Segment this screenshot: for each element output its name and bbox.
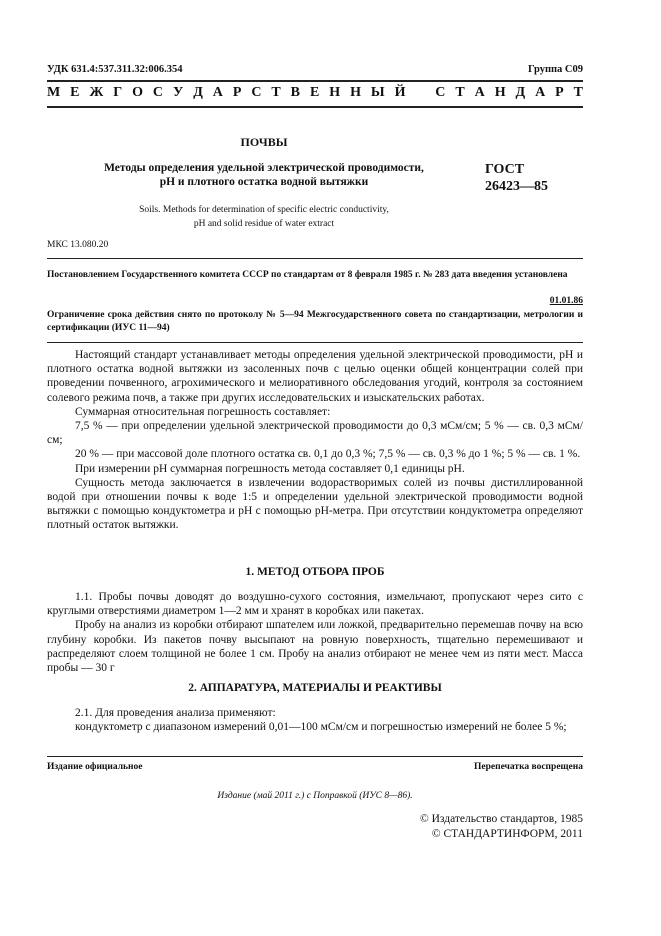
english-title-line: pH and solid residue of water extract bbox=[193, 219, 335, 229]
top-divider bbox=[47, 80, 583, 82]
heading-letter: С bbox=[152, 85, 164, 100]
heading-letter: Е bbox=[309, 85, 320, 100]
heading-letter: В bbox=[290, 85, 301, 100]
copyright-line: © Издательство стандартов, 1985 bbox=[419, 813, 583, 825]
udk-code: УДК 631.4:537.311.32:006.354 bbox=[47, 64, 183, 75]
heading-divider bbox=[47, 106, 583, 108]
heading-letter: А bbox=[212, 85, 223, 100]
group-code: Группа С09 bbox=[527, 64, 583, 75]
section-paragraph: Пробу на анализ из коробки отбирают шпателем или ложкой, предварительно перемешав почву на всю глубину коробки. Из пакетов почву высыпают на ровную поверхность, тщательно перемешивают и распределяют слоем толщиной не более 1 см. Пробу на анализ отбирают не менее чем из пяти мест. Масса пробы — 30 г bbox=[47, 619, 583, 675]
heading-letter: С bbox=[251, 85, 262, 100]
introduction-date: 01.01.86 bbox=[549, 296, 583, 306]
heading-letter: Ж bbox=[89, 85, 104, 100]
english-title-line: Soils. Methods for determination of specific electric conductivity, bbox=[139, 205, 389, 215]
heading-letter: Т bbox=[573, 85, 583, 100]
section-2-body bbox=[47, 706, 583, 734]
section-2-heading: 2. АППАРАТУРА, МАТЕРИАЛЫ И РЕАКТИВЫ bbox=[188, 682, 442, 694]
section-paragraph: 2.1. Для проведения анализа применяют: bbox=[75, 707, 276, 719]
intro-paragraph: При измерении pH суммарная погрешность метода составляет 0,1 единицы pH. bbox=[75, 462, 465, 475]
subtitle-line: pH и плотного остатка водной вытяжки bbox=[159, 176, 369, 188]
limitation-note: Ограничение срока действия снято по протоколу № 5—94 Межгосударственного совета по стандартизации, метрологии и сертификации (ИУС 11—94) bbox=[47, 310, 583, 333]
intro-paragraph: Суммарная относительная погрешность составляет: bbox=[75, 405, 331, 418]
reprint-prohibited-label: Перепечатка воспрещена bbox=[473, 762, 583, 772]
heading-letter: Г bbox=[113, 85, 123, 100]
heading-letter: Д bbox=[193, 85, 203, 100]
heading-letter: Е bbox=[70, 85, 80, 100]
gost-number bbox=[485, 161, 548, 195]
section-paragraph: 1.1. Пробы почвы доводят до воздушно-сухого состояния, измельчают, пропускают через сито с круглыми отверстиями диаметром 1—2 мм и хранят в коробках или пакетах. bbox=[47, 591, 583, 618]
heading-letter: Д bbox=[515, 85, 526, 100]
heading-letter: Н bbox=[494, 85, 506, 100]
heading-letter: У bbox=[172, 85, 184, 100]
heading-letter: Р bbox=[232, 85, 242, 100]
gost-label: ГОСТ bbox=[485, 162, 525, 177]
footer-divider bbox=[47, 756, 583, 757]
heading-letter: Ы bbox=[370, 85, 385, 100]
intro-section bbox=[47, 348, 583, 533]
heading-letter: А bbox=[535, 85, 546, 100]
mks-divider bbox=[47, 258, 583, 259]
official-edition-label: Издание официальное bbox=[47, 762, 143, 772]
edition-note: Издание (май 2011 г.) с Поправкой (ИУС 8—86). bbox=[217, 791, 413, 801]
heading-letter: С bbox=[435, 85, 446, 100]
document-title: ПОЧВЫ bbox=[240, 135, 288, 149]
heading-letter: Н bbox=[350, 85, 361, 100]
gost-code: 26423—85 bbox=[485, 179, 548, 194]
interstate-standard-heading bbox=[47, 85, 583, 101]
intro-paragraph: 20 % — при массовой доле плотного остатка св. 0,1 до 0,3 %; 7,5 % — св. 0,3 % до 1 %; 5 % — св. 1 %. bbox=[75, 448, 581, 461]
heading-letter: О bbox=[132, 85, 143, 100]
heading-letter: А bbox=[474, 85, 485, 100]
section-paragraph: кондуктометр с диапазоном измерений 0,01—100 мСм/см и погрешностью измерений не более 5 %; bbox=[75, 721, 567, 734]
document-subtitle bbox=[47, 161, 481, 189]
heading-letter: Н bbox=[329, 85, 341, 100]
section-1-heading: 1. МЕТОД ОТБОРА ПРОБ bbox=[245, 566, 385, 578]
heading-letter: Т bbox=[271, 85, 281, 100]
heading-letter: Т bbox=[455, 85, 465, 100]
subtitle-line: Методы определения удельной электрической проводимости, bbox=[104, 162, 424, 174]
english-title bbox=[47, 203, 481, 231]
copyright-line: © СТАНДАРТИНФОРМ, 2011 bbox=[431, 828, 583, 840]
intro-paragraph: 7,5 % — при определении удельной электрической проводимости до 0,3 мСм/см; 5 % — св. 0,3 мСм/см; bbox=[47, 420, 583, 447]
heading-letter: Р bbox=[555, 85, 564, 100]
decree-divider bbox=[47, 342, 583, 343]
decree-text: Постановлением Государственного комитета СССР по стандартам от 8 февраля 1985 г. № 283 дата введения установлена bbox=[47, 270, 568, 280]
intro-paragraph: Сущность метода заключается в извлечении водорастворимых солей из почвы дистиллированной водой при отношении почвы к воде 1:5 и определении удельной электрической проводимости водной вытяжки с помощью кондуктометра и pH с помощью pH-метра. При отсутствии кондуктометра определяют плотный остаток вытяжки. bbox=[47, 476, 583, 532]
intro-paragraph: Настоящий стандарт устанавливает методы определения удельной электрической проводимости, pH и плотного остатка водной вытяжки из засоленных почв с целью оценки общей концентрации солей при проведении почвенного, агрохимического и мелиоративного обследования угодий, контроля за состоянием солевого режима почв, а также при других исследовательских и изыскательских работах. bbox=[47, 349, 583, 404]
mks-code: МКС 13.080.20 bbox=[47, 240, 109, 250]
heading-letter: Й bbox=[394, 85, 406, 100]
heading-letter: М bbox=[47, 85, 61, 100]
section-1-body bbox=[47, 590, 583, 675]
